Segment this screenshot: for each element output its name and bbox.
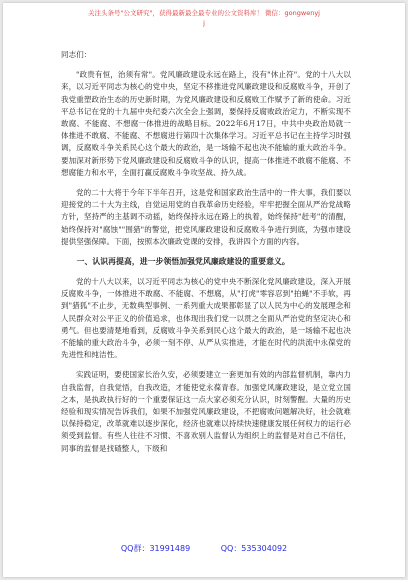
- salutation: 同志们：: [61, 50, 92, 59]
- page-footer: [3, 543, 405, 554]
- promo-banner-line1: 关注头条号"公文研究"，获得最新最全最专业的公文资料库！ 微信：gongwenyj: [88, 9, 320, 17]
- document-page: [3, 3, 405, 577]
- promo-banner-line2: j: [203, 19, 205, 27]
- section-heading: 一、认识再提高，进一步领悟加强党风廉政建设的重要意义。: [76, 257, 290, 267]
- section-paragraph-1: 党的十八大以来，以习近平同志为核心的党中央不断深化党风廉政建设，深入开展反腐败斗争，一体推进不敢腐、不能腐、不想腐，从"打虎"零容忍到"拍蝇"不手软，再到"猎狐"不止步，无数典型事例、一系列重大成果都彰显了以人民为中心的发展理念和人民群众对公平正义的价值追求，也体现出我们党一以贯之全面从严治党的坚定决心和勇气。但也要清楚地看到，反腐败斗争关系到民心这个最大的政治，是一场输不起也决不能输的重大政治斗争，必须一刻不停、从严从实推进，才能在时代的洪流中永葆党的先进性和纯洁性。: [61, 277, 351, 360]
- paragraph-2: 党的二十大将于今年下半年召开，这是党和国家政治生活中的一件大事，我们要以迎接党的二十大为主线，自觉运用党的自我革命历史经验，牢牢把握全面从严治党战略方针，坚持严的主基调不动摇，始终保持永远在路上的执着，始终保持"赶考"的清醒，始终保持对"腐蚀""围猎"的警觉，把党风廉政建设和反腐败斗争进行到底，为强市建设提供坚强保障。下面，按照本次廉政党课的安排，我讲四个方面的内容。: [61, 188, 351, 246]
- paragraph-1: "政贵有恒，治须有常"。党风廉政建设永远在路上，没有"休止符"。党的十八大以来，以习近平同志为核心的党中央，坚定不移推进党风廉政建设和反腐败斗争，开创了我党重塑政治生态的历史新时期，为党风廉政建设和反腐败工作赋予了新的使命。习近平总书记在党的十九届中央纪委六次全会上强调，要保持反腐败政治定力，不断实现不敢腐、不能腐、不想腐一体推进的战略目标。2022年6月17日，中共中央政治局就一体推进不敢腐、不能腐、不想腐进行第四十次集体学习。习近平总书记在主持学习时强调，反腐败斗争关系民心这个最大的政治，是一场输不起也决不能输的重大政治斗争。要加深对新形势下党风廉政建设和反腐败斗争的认识，提高一体推进不敢腐不能腐、不想腐能力和水平，全面打赢反腐败斗争攻坚战、持久战。: [61, 70, 351, 177]
- promo-banner: [3, 9, 405, 28]
- footer-qq-group: QQ群：31991489: [120, 544, 191, 553]
- document-body: [61, 49, 351, 463]
- footer-qq-contact: QQ：535304092: [220, 544, 288, 553]
- section-paragraph-2: 实践证明，要使国家长治久安，必须要建立一套更加有效的内部监督机制，靠内力自我监督，自我觉悟，自我改造，才能使党永葆青春。加强党风廉政建设，是立党立国之本，是执政执行好的一个重要保证这一点大家必须充分认识，时刻警醒。大量的历史经验和现实情况告诉我们，如果不加强党风廉政建设，不把腐败问题解决好，社会就难以保持稳定，改革就难以逐步深化，经济也就难以持续快速健康发展任何权力的运行必须受到监督。有些人往往不习惯、不喜欢别人监督认为组织上的监督是对自己不信任，同事的监督是找碴整人，下级和: [61, 370, 351, 453]
